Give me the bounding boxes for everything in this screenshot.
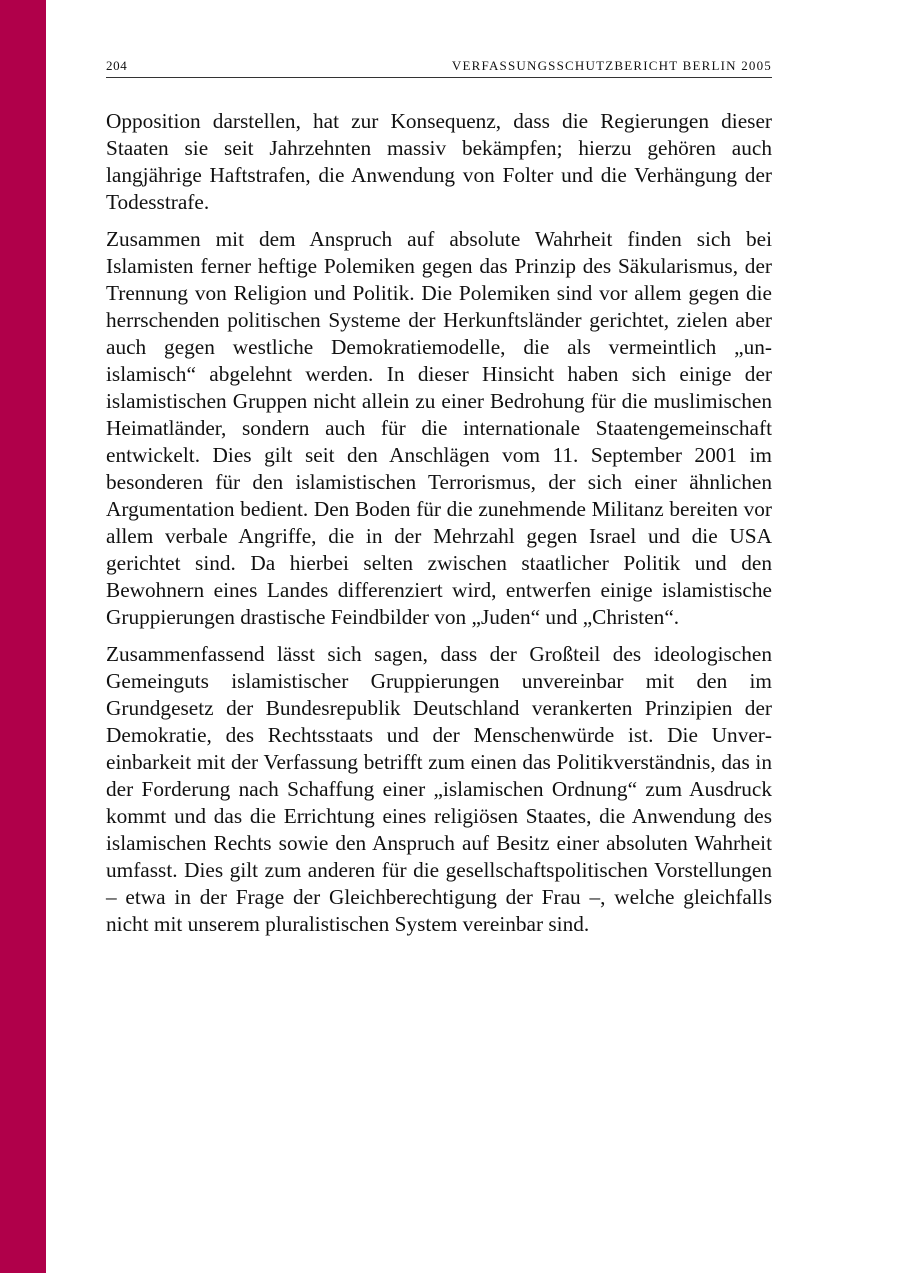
running-header	[106, 58, 772, 78]
paragraph-1: Opposition darstellen, hat zur Konsequenz, dass die Regierungen dieser Staaten sie seit Jahrzehnten massiv bekämpfen; hierzu gehören auch langjährige Haftstrafen, die Anwendung von Folter und die Verhängung der Todesstrafe.	[106, 109, 772, 214]
paragraph-2: Zusammen mit dem Anspruch auf absolute Wahrheit finden sich bei Islamisten ferner heftige Polemiken gegen das Prinzip des Säkularismus, der Trennung von Religion und Politik. Die Polemiken sind vor allem gegen die herrschenden politischen Systeme der Herkunftsländer gerichtet, zielen aber auch gegen westliche Demokratiemodelle, die als vermeintlich „un-islamisch“ abgelehnt werden. In dieser Hinsicht haben sich einige der islamistischen Gruppen nicht allein zu einer Bedrohung für die muslimischen Heimatländer, sondern auch für die internationale Staatengemeinschaft entwickelt. Dies gilt seit den Anschlägen vom 11. September 2001 im besonderen für den islamistischen Terrorismus, der sich einer ähnlichen Argumentation bedient. Den Boden für die zunehmende Militanz bereiten vor allem verbale Angriffe, die in der Mehrzahl gegen Israel und die USA gerichtet sind. Da hierbei selten zwischen staatlicher Politik und den Bewohnern eines Landes differenziert wird, entwerfen einige islamistische Gruppierungen drastische Feindbilder von „Juden“ und „Christen“.	[106, 227, 772, 629]
body-text	[106, 108, 772, 938]
side-color-band	[0, 0, 46, 1273]
paragraph-3: Zusammenfassend lässt sich sagen, dass der Großteil des ideologischen Gemeinguts islamistischer Gruppierungen unvereinbar mit den im Grundgesetz der Bundesrepublik Deutschland verankerten Prinzipien der Demokratie, des Rechtsstaats und der Menschenwürde ist. Die Unvereinbarkeit mit der Verfassung betrifft zum einen das Politikverständnis, das in der Forderung nach Schaffung einer „islamischen Ordnung“ zum Ausdruck kommt und das die Errichtung eines religiösen Staates, die Anwendung des islamischen Rechts sowie den Anspruch auf Besitz einer absoluten Wahrheit umfasst. Dies gilt zum anderen für die gesellschaftspolitischen Vorstellungen – etwa in der Frage der Gleichberechtigung der Frau –, welche gleichfalls nicht mit unserem pluralistischen System vereinbar sind.	[106, 642, 772, 936]
document-page	[106, 58, 772, 948]
running-title: VERFASSUNGSSCHUTZBERICHT BERLIN 2005	[451, 58, 772, 73]
page-number: 204	[106, 58, 128, 73]
